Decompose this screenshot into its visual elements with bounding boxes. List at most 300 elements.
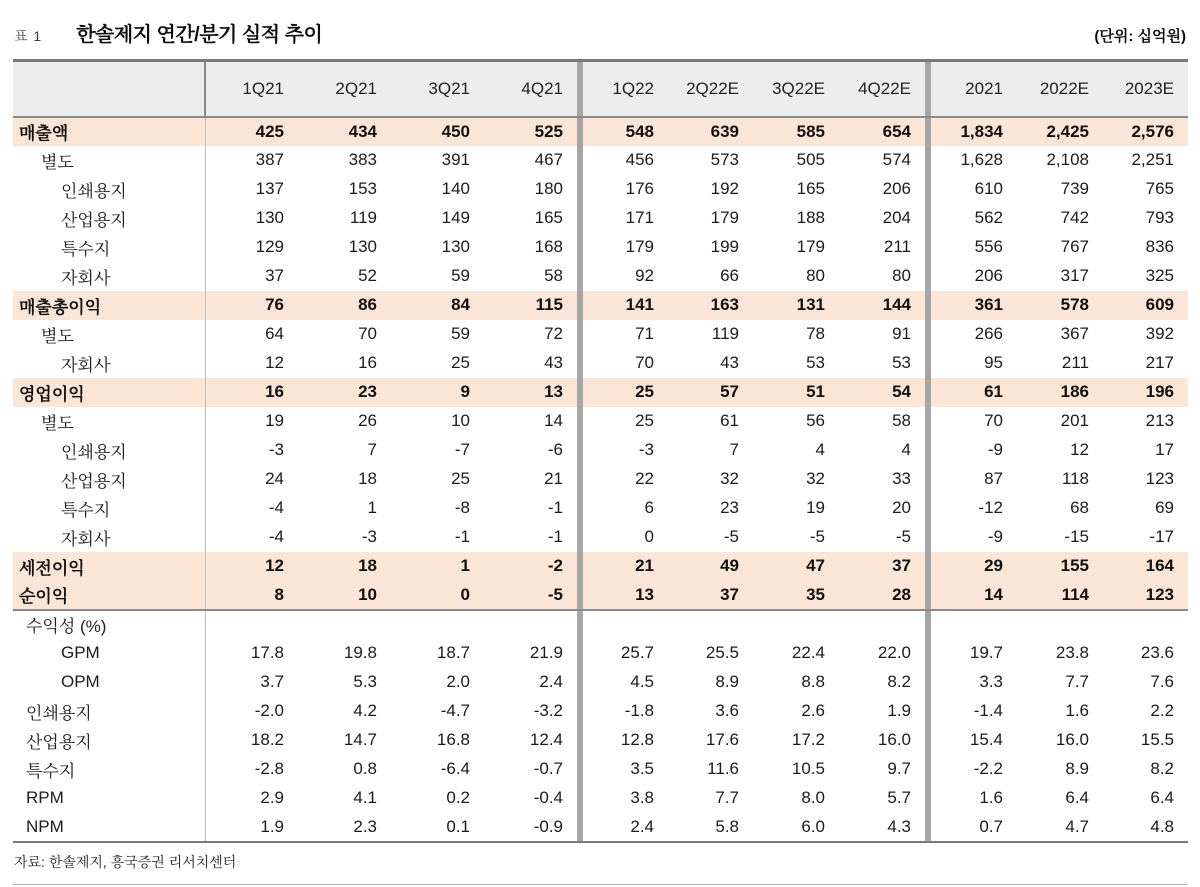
cell: 3.6 <box>715 701 739 720</box>
cell <box>298 610 391 639</box>
cell: 18 <box>358 469 377 488</box>
cell: 18.2 <box>205 726 298 755</box>
cell: 0.7 <box>979 816 1003 836</box>
cell: 92 <box>635 266 654 285</box>
cell: 4.1 <box>353 788 377 807</box>
cell: 201 <box>1060 411 1089 430</box>
cell: 8.9 <box>715 672 739 691</box>
cell: 163 <box>710 295 739 314</box>
cell: 574 <box>882 150 911 169</box>
cell: 129 <box>205 233 298 262</box>
col-header-1Q22: 1Q22 <box>583 61 668 117</box>
cell: 4 <box>901 440 911 459</box>
cell: 71 <box>635 324 654 343</box>
cell: -7 <box>454 440 470 459</box>
cell: 33 <box>892 469 911 488</box>
cell <box>391 610 484 639</box>
cell: -2.2 <box>973 759 1003 778</box>
row-label: 세전이익 <box>19 558 85 578</box>
table-row <box>13 581 1188 610</box>
cell: 836 <box>1145 237 1174 256</box>
cell: 0.2 <box>446 788 470 807</box>
cell: 23 <box>358 382 377 401</box>
cell <box>668 610 753 639</box>
cell: 15.4 <box>969 730 1003 749</box>
table-row <box>13 349 1188 378</box>
cell: 4.2 <box>353 701 377 720</box>
cell: 32 <box>720 469 739 488</box>
table-row <box>13 291 1188 320</box>
cell: 141 <box>625 295 654 314</box>
cell: 19 <box>205 407 298 436</box>
cell: 767 <box>1060 237 1089 256</box>
cell: 391 <box>441 150 470 169</box>
cell: 171 <box>625 208 654 227</box>
row-label: 매출총이익 <box>19 297 102 317</box>
row-label: 별도 <box>41 413 74 433</box>
row-label: 특수지 <box>61 500 111 520</box>
cell: 793 <box>1145 208 1174 227</box>
cell: 61 <box>720 411 739 430</box>
cell: 54 <box>892 382 911 401</box>
cell: 765 <box>1145 179 1174 198</box>
table-row <box>13 494 1188 523</box>
cell: 53 <box>806 353 825 372</box>
cell: 4 <box>815 440 825 459</box>
cell: 7 <box>729 440 739 459</box>
table-row <box>13 784 1188 813</box>
cell: -1 <box>547 498 563 517</box>
cell: -4 <box>205 494 298 523</box>
cell: 7 <box>367 440 377 459</box>
col-header-2021: 2021 <box>931 61 1017 117</box>
cell: 7.6 <box>1150 672 1174 691</box>
cell <box>1017 610 1103 639</box>
cell: 610 <box>974 179 1003 198</box>
table-row <box>13 146 1188 175</box>
cell: 317 <box>1060 266 1089 285</box>
cell: 176 <box>625 179 654 198</box>
col-header-2Q22E: 2Q22E <box>668 61 753 117</box>
table-row <box>13 552 1188 581</box>
cell: 0 <box>391 581 484 610</box>
table-row <box>13 465 1188 494</box>
cell: 2.2 <box>1150 701 1174 720</box>
cell: 179 <box>625 237 654 256</box>
row-label: 산업용지 <box>61 210 127 230</box>
cell: 367 <box>1060 324 1089 343</box>
row-label: 자회사 <box>61 529 111 549</box>
cell: -6.4 <box>440 759 470 778</box>
row-label: 별도 <box>41 152 74 172</box>
row-label: 자회사 <box>61 268 111 288</box>
cell: -3 <box>638 440 654 459</box>
cell: 179 <box>796 237 825 256</box>
cell: 35 <box>753 581 839 610</box>
cell: 80 <box>892 266 911 285</box>
cell: 165 <box>534 208 563 227</box>
cell: 23 <box>720 498 739 517</box>
cell: 0.8 <box>353 759 377 778</box>
cell: 2.0 <box>446 672 470 691</box>
cell: 1 <box>460 556 470 575</box>
cell: 25 <box>451 469 470 488</box>
cell: 0 <box>644 527 654 546</box>
cell: 165 <box>796 179 825 198</box>
cell: 21 <box>635 556 654 575</box>
cell: 137 <box>205 175 298 204</box>
cell: 64 <box>205 320 298 349</box>
cell: 2.3 <box>353 816 377 836</box>
cell: 2.9 <box>205 784 298 813</box>
cell: 14 <box>931 581 1017 610</box>
row-label: RPM <box>26 788 64 807</box>
title-bar <box>14 18 1186 47</box>
cell: 739 <box>1060 179 1089 198</box>
cell: 467 <box>534 150 563 169</box>
cell: 180 <box>534 179 563 198</box>
cell: 204 <box>882 208 911 227</box>
cell: 7.7 <box>1065 672 1089 691</box>
cell: 91 <box>892 324 911 343</box>
cell: 16 <box>205 378 298 407</box>
cell: 52 <box>358 266 377 285</box>
row-label: 수익성 (%) <box>26 617 107 636</box>
cell: 168 <box>534 237 563 256</box>
cell: -4 <box>205 523 298 552</box>
cell: 18 <box>358 556 377 575</box>
cell: 2,251 <box>1131 150 1174 169</box>
cell: 84 <box>451 295 470 314</box>
cell: 72 <box>544 324 563 343</box>
cell: 16.0 <box>1055 730 1089 749</box>
cell: 12.4 <box>529 730 563 749</box>
cell: -3 <box>361 527 377 546</box>
cell: 49 <box>720 556 739 575</box>
cell: 179 <box>710 208 739 227</box>
table-row <box>13 668 1188 697</box>
cell: 6.0 <box>801 816 825 836</box>
table-row <box>13 117 1188 146</box>
cell: 609 <box>1145 295 1174 314</box>
cell: 10 <box>298 581 391 610</box>
header-row <box>13 61 1188 117</box>
col-header-3Q22E: 3Q22E <box>753 61 839 117</box>
table-header <box>13 61 1188 117</box>
cell: 8.0 <box>801 788 825 807</box>
cell: 86 <box>358 295 377 314</box>
cell: 155 <box>1060 556 1089 575</box>
cell: -2.8 <box>205 755 298 784</box>
cell: 47 <box>806 556 825 575</box>
cell: 37 <box>668 581 753 610</box>
bottom-divider <box>13 884 1187 885</box>
table-row <box>13 726 1188 755</box>
source-note: 자료: 한솔제지, 흥국증권 리서치센터 <box>14 853 237 870</box>
col-header-1Q21: 1Q21 <box>205 61 298 117</box>
cell: 43 <box>544 353 563 372</box>
financial-table <box>13 59 1188 843</box>
cell: 556 <box>974 237 1003 256</box>
cell: 6.4 <box>1150 788 1174 807</box>
cell: 578 <box>1060 295 1089 314</box>
row-label: 인쇄용지 <box>26 703 92 723</box>
cell: -9 <box>987 527 1003 546</box>
cell: 28 <box>839 581 925 610</box>
cell: -1 <box>547 527 563 546</box>
cell: 213 <box>1145 411 1174 430</box>
row-label: 영업이익 <box>19 384 85 404</box>
cell: 1,834 <box>960 121 1003 141</box>
cell: -8 <box>454 498 470 517</box>
cell: -1 <box>454 527 470 546</box>
table-row <box>13 378 1188 407</box>
cell: 9 <box>460 382 470 401</box>
row-label-column-header <box>13 61 205 117</box>
cell: 10.5 <box>791 759 825 778</box>
cell: 19.8 <box>343 643 377 662</box>
cell: 22.0 <box>877 643 911 662</box>
cell: 80 <box>806 266 825 285</box>
cell: 21 <box>544 469 563 488</box>
cell: 59 <box>451 324 470 343</box>
cell: 206 <box>882 179 911 198</box>
cell: 43 <box>720 353 739 372</box>
cell: 361 <box>974 295 1003 314</box>
cell: 58 <box>892 411 911 430</box>
cell: 164 <box>1145 556 1174 575</box>
table-tag: 표 1 <box>14 28 43 44</box>
cell <box>839 610 925 639</box>
cell: -5 <box>809 527 825 546</box>
row-label: 인쇄용지 <box>61 181 127 201</box>
cell: 1.6 <box>979 788 1003 807</box>
table-row <box>13 233 1188 262</box>
cell: -0.9 <box>533 816 563 836</box>
cell: 5.8 <box>715 816 739 836</box>
cell: 5.7 <box>887 788 911 807</box>
cell: 29 <box>984 556 1003 575</box>
cell: 12 <box>205 349 298 378</box>
col-header-4Q22E: 4Q22E <box>839 61 925 117</box>
row-label: 산업용지 <box>26 732 92 752</box>
cell: 266 <box>974 324 1003 343</box>
cell: 1 <box>367 498 377 517</box>
cell <box>931 610 1017 639</box>
row-label: GPM <box>61 643 100 662</box>
cell: 1.9 <box>887 701 911 720</box>
cell: 2.6 <box>801 701 825 720</box>
cell: 53 <box>892 353 911 372</box>
cell: 26 <box>358 411 377 430</box>
row-label: NPM <box>26 816 64 836</box>
table-row <box>13 436 1188 465</box>
cell: 6.4 <box>1065 788 1089 807</box>
cell: 2,108 <box>1046 150 1089 169</box>
row-label: 별도 <box>41 326 74 346</box>
cell: 434 <box>348 121 377 141</box>
cell: 25 <box>635 411 654 430</box>
col-header-2Q21: 2Q21 <box>298 61 391 117</box>
cell: 196 <box>1145 382 1174 401</box>
cell: 87 <box>984 469 1003 488</box>
cell: 140 <box>441 179 470 198</box>
cell: -17 <box>1149 527 1174 546</box>
cell: 383 <box>348 150 377 169</box>
cell: 22 <box>635 469 654 488</box>
cell: 4.8 <box>1150 816 1174 836</box>
cell: 119 <box>711 324 739 343</box>
cell: 78 <box>806 324 825 343</box>
cell: -5 <box>895 527 911 546</box>
cell: 14 <box>544 411 563 430</box>
cell: 211 <box>1061 353 1089 372</box>
cell: 505 <box>796 150 825 169</box>
cell <box>484 610 577 639</box>
cell: -3.2 <box>533 701 563 720</box>
cell: 742 <box>1060 208 1089 227</box>
cell: 3.8 <box>630 788 654 807</box>
table-row <box>13 175 1188 204</box>
cell: 119 <box>349 208 377 227</box>
row-label: 자회사 <box>61 355 111 375</box>
cell: 118 <box>1061 469 1089 488</box>
cell: 25.7 <box>620 643 654 662</box>
cell: 12.8 <box>620 730 654 749</box>
table-row <box>13 407 1188 436</box>
cell: -3 <box>205 436 298 465</box>
cell: 2,425 <box>1046 121 1089 141</box>
cell: -9 <box>987 440 1003 459</box>
cell: -4.7 <box>440 701 470 720</box>
cell: 114 <box>1017 581 1103 610</box>
cell: 4.3 <box>887 816 911 836</box>
cell: 68 <box>1070 498 1089 517</box>
cell: 12 <box>205 552 298 581</box>
col-header-2022E: 2022E <box>1017 61 1103 117</box>
cell: 8.2 <box>887 672 911 691</box>
cell: 13 <box>544 382 563 401</box>
cell: 9.7 <box>887 759 911 778</box>
cell: 25 <box>635 382 654 401</box>
cell: 130 <box>205 204 298 233</box>
cell: 3.5 <box>630 759 654 778</box>
cell: -2 <box>547 556 563 575</box>
cell <box>205 610 298 639</box>
table-row <box>13 755 1188 784</box>
cell: 70 <box>984 411 1003 430</box>
cell: 2.4 <box>630 816 654 836</box>
cell <box>753 610 839 639</box>
cell: 3.3 <box>979 672 1003 691</box>
cell: 1.9 <box>205 813 298 842</box>
cell: 17.8 <box>205 639 298 668</box>
cell: 32 <box>806 469 825 488</box>
cell: 51 <box>806 382 825 401</box>
row-label: OPM <box>61 672 100 691</box>
cell: 123 <box>1103 581 1188 610</box>
cell: 37 <box>892 556 911 575</box>
cell: 217 <box>1145 353 1174 372</box>
cell: 1,628 <box>960 150 1003 169</box>
cell: 2,576 <box>1131 121 1174 141</box>
cell: 3.7 <box>205 668 298 697</box>
cell: 37 <box>205 262 298 291</box>
cell: 59 <box>451 266 470 285</box>
cell: 450 <box>441 121 470 141</box>
cell: 16 <box>358 353 377 372</box>
cell: -5 <box>723 527 739 546</box>
cell: 192 <box>710 179 739 198</box>
cell: 525 <box>534 121 563 141</box>
cell: 115 <box>535 295 563 314</box>
cell: 6 <box>644 498 654 517</box>
col-header-4Q21: 4Q21 <box>484 61 577 117</box>
cell: 16.0 <box>877 730 911 749</box>
cell: 25 <box>451 353 470 372</box>
cell: 7.7 <box>715 788 739 807</box>
cell: 456 <box>625 150 654 169</box>
cell: 0.1 <box>446 816 470 836</box>
cell: 15.5 <box>1140 730 1174 749</box>
table-row <box>13 813 1188 842</box>
col-header-3Q21: 3Q21 <box>391 61 484 117</box>
cell: 95 <box>984 353 1003 372</box>
row-label: 특수지 <box>26 761 76 781</box>
cell: 61 <box>984 382 1003 401</box>
cell: 76 <box>205 291 298 320</box>
cell: 56 <box>806 411 825 430</box>
col-header-2023E: 2023E <box>1103 61 1188 117</box>
cell: -2.0 <box>205 697 298 726</box>
cell: 8.2 <box>1150 759 1174 778</box>
cell: 654 <box>882 121 911 141</box>
cell: 5.3 <box>353 672 377 691</box>
cell: 8 <box>205 581 298 610</box>
cell: 23.6 <box>1140 643 1174 662</box>
cell: 585 <box>796 121 825 141</box>
table-row <box>13 523 1188 552</box>
table-row <box>13 610 1188 639</box>
cell: 8.8 <box>801 672 825 691</box>
cell: 17.2 <box>791 730 825 749</box>
table-row <box>13 204 1188 233</box>
cell: 17 <box>1155 440 1174 459</box>
cell: 1.6 <box>1065 701 1089 720</box>
table-row <box>13 639 1188 668</box>
cell: 17.6 <box>705 730 739 749</box>
cell: 19 <box>806 498 825 517</box>
cell: 20 <box>892 498 911 517</box>
cell: 639 <box>710 121 739 141</box>
cell: 149 <box>441 208 470 227</box>
cell: 25.5 <box>705 643 739 662</box>
row-label: 산업용지 <box>61 471 127 491</box>
cell: 2.4 <box>539 672 563 691</box>
cell: 206 <box>974 266 1003 285</box>
cell: 387 <box>205 146 298 175</box>
cell: 58 <box>544 266 563 285</box>
cell: 18.7 <box>436 643 470 662</box>
cell: 123 <box>1145 469 1174 488</box>
cell <box>583 610 668 639</box>
cell: -1.4 <box>973 701 1003 720</box>
cell: 70 <box>635 353 654 372</box>
cell: 4.7 <box>1065 816 1089 836</box>
row-label: 순이익 <box>13 581 205 610</box>
row-label: 특수지 <box>61 239 111 259</box>
cell: 562 <box>974 208 1003 227</box>
